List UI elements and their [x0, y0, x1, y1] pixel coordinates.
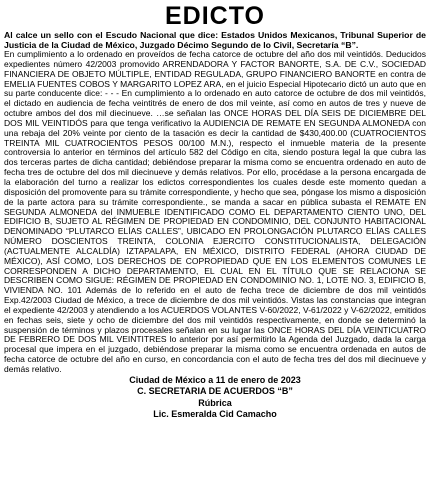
edict-page [4, 3, 426, 494]
signature-block [4, 375, 426, 421]
edict-title: EDICTO [165, 3, 265, 30]
signature-role: C. SECRETARIA DE ACUERDOS “B” [137, 386, 293, 397]
seal-intro: Al calce un sello con el Escudo Nacional que dice: Estados Unidos Mexicanos, Tribunal Superior de Justicia de la Ciudad de México, Juzgado Décimo Segundo de lo Civil, Secretaría “B”. [4, 30, 426, 50]
signature-place-date: Ciudad de México a 11 de enero de 2023 [129, 374, 301, 385]
signature-rubrica: Rúbrica [198, 397, 232, 408]
signature-name: Lic. Esmeralda Cid Camacho [153, 409, 277, 420]
edict-body: En cumplimiento a lo ordenado en proveídos de fecha catorce de octubre del año dos mil veintidós. Deducidos expedientes número 42/2003 promovido ARRENDADORA Y FACTOR BANORTE, S.A. DE C.V., SOCIEDAD FINANCIERA DE OBJETO MÚLTIPLE, ENTIDAD REGULADA, GRUPO FINANCIERO BANORTE en contra de EMELIA FUENTES COBOS Y MARGARITO LOPEZ ARA, en el juicio Especial Hipotecario dictó un auto que en su parte conducente dice: - - - En cumplimiento a lo ordenado en auto catorce de octubre de dos mil veintidós, el dictado en audiencia de fecha veintitrés de enero de dos mil veinte, así como en autos de tres y nueve de octubre ambos del dos mil diecinueve. …se señalan las ONCE HORAS DEL DÍA SEIS DE DICIEMBRE DEL DOS MIL VEINTIDÓS para que tenga verificativo la AUDIENCIA DE REMATE EN SEGUNDA ALMONEDA con una rebaja del 20% veinte por ciento de la tasación es decir la cantidad de $430,400.00 (CUATROCIENTOS TREINTA MIL CUATROCIENTOS PESOS 00/100 M.N.), respecto el inmueble materia de la presente controversia lo anterior en términos del artículo 582 del Código en cita, siendo postura legal la que cubra las dos terceras partes de dicha cantidad; debiéndose preparar la misma como se encuentra ordenado en auto de fecha tres de octubre del dos mil diecinueve y demás relativos. Por ello, procédase a la persona encargada de la elaboración del turno a realizar los edictos correspondientes los cuales desde este momento quedan a disposición del promovente para su trámite correspondiente, y hecho que sea, póngase los mismo a disposición de la parte actora para su trámite correspondiente., se manda a sacar en pública subasta el REMATE EN SEGUNDA ALMONEDA del INMUEBLE IDENTIFICADO COMO EL DEPARTAMENTO CIENTO UNO, DEL EDIFICIO B, SUJETO AL RÉGIMEN DE PROPIEDAD EN CONDOMINIO, DEL CONJUNTO HABITACIONAL DENOMINADO “PLUTARCO ELÍAS CALLES”, UBICADO EN PROLONGACIÓN PLUTARCO ELÍAS CALLES NÚMERO DOSCIENTOS TREINTA, COLONIA EJERCITO CONSTITUCIONALISTA, DELEGACIÓN (ACTUALMENTE ALCALDÍA) IZTAPALAPA, EN MÉXICO, DISTRITO FEDERAL (AHORA CIUDAD DE MÉXICO), ASÍ COMO, LOS DERECHOS DE COPROPIEDAD QUE EN LOS ELEMENTOS COMUNES LE CORRESPONDEN A DICHO DEPARTAMENTO, EL CUAL EN EL TÍTULO QUE SE RELACIONA SE DESCRIBEN COMO SIGUE: RÉGIMEN DE PROPIEDAD EN CONDOMINIO NO. 1, LOTE NO. 3, EDIFICIO B, VIVIENDA NO. 101 Además de lo referido en el auto de fecha trece de diciembre de dos mil veintidós Exp.42/2003 Ciudad de México, a trece de diciembre de dos mil veintidós. Vistas las constancias que integran el expediente 42/2003 y atendiendo a los ACUERDOS VOLANTES V-60/2022, V-61/2022 y V-62/2022, emitidos en fechas seis, siete y ocho de diciembre del dos mil veintidós respectivamente, en donde se determinó la suspensión de términos y plazos procesales señalan en su lugar las ONCE HORAS DEL DÍA VEINTICUATRO DE FEBRERO DE DOS MIL VEINTITRES lo anterior por así permitirlo la Agenda del Juzgado, dada la carga procesal que impera en el juzgado, debiéndose preparar la misma como se encuentra ordenada en autos de fecha catorce de octubre del año en curso, en concordancia con el auto de fecha tres del dos mil diecinueve y demás relativo. [4, 49, 426, 374]
